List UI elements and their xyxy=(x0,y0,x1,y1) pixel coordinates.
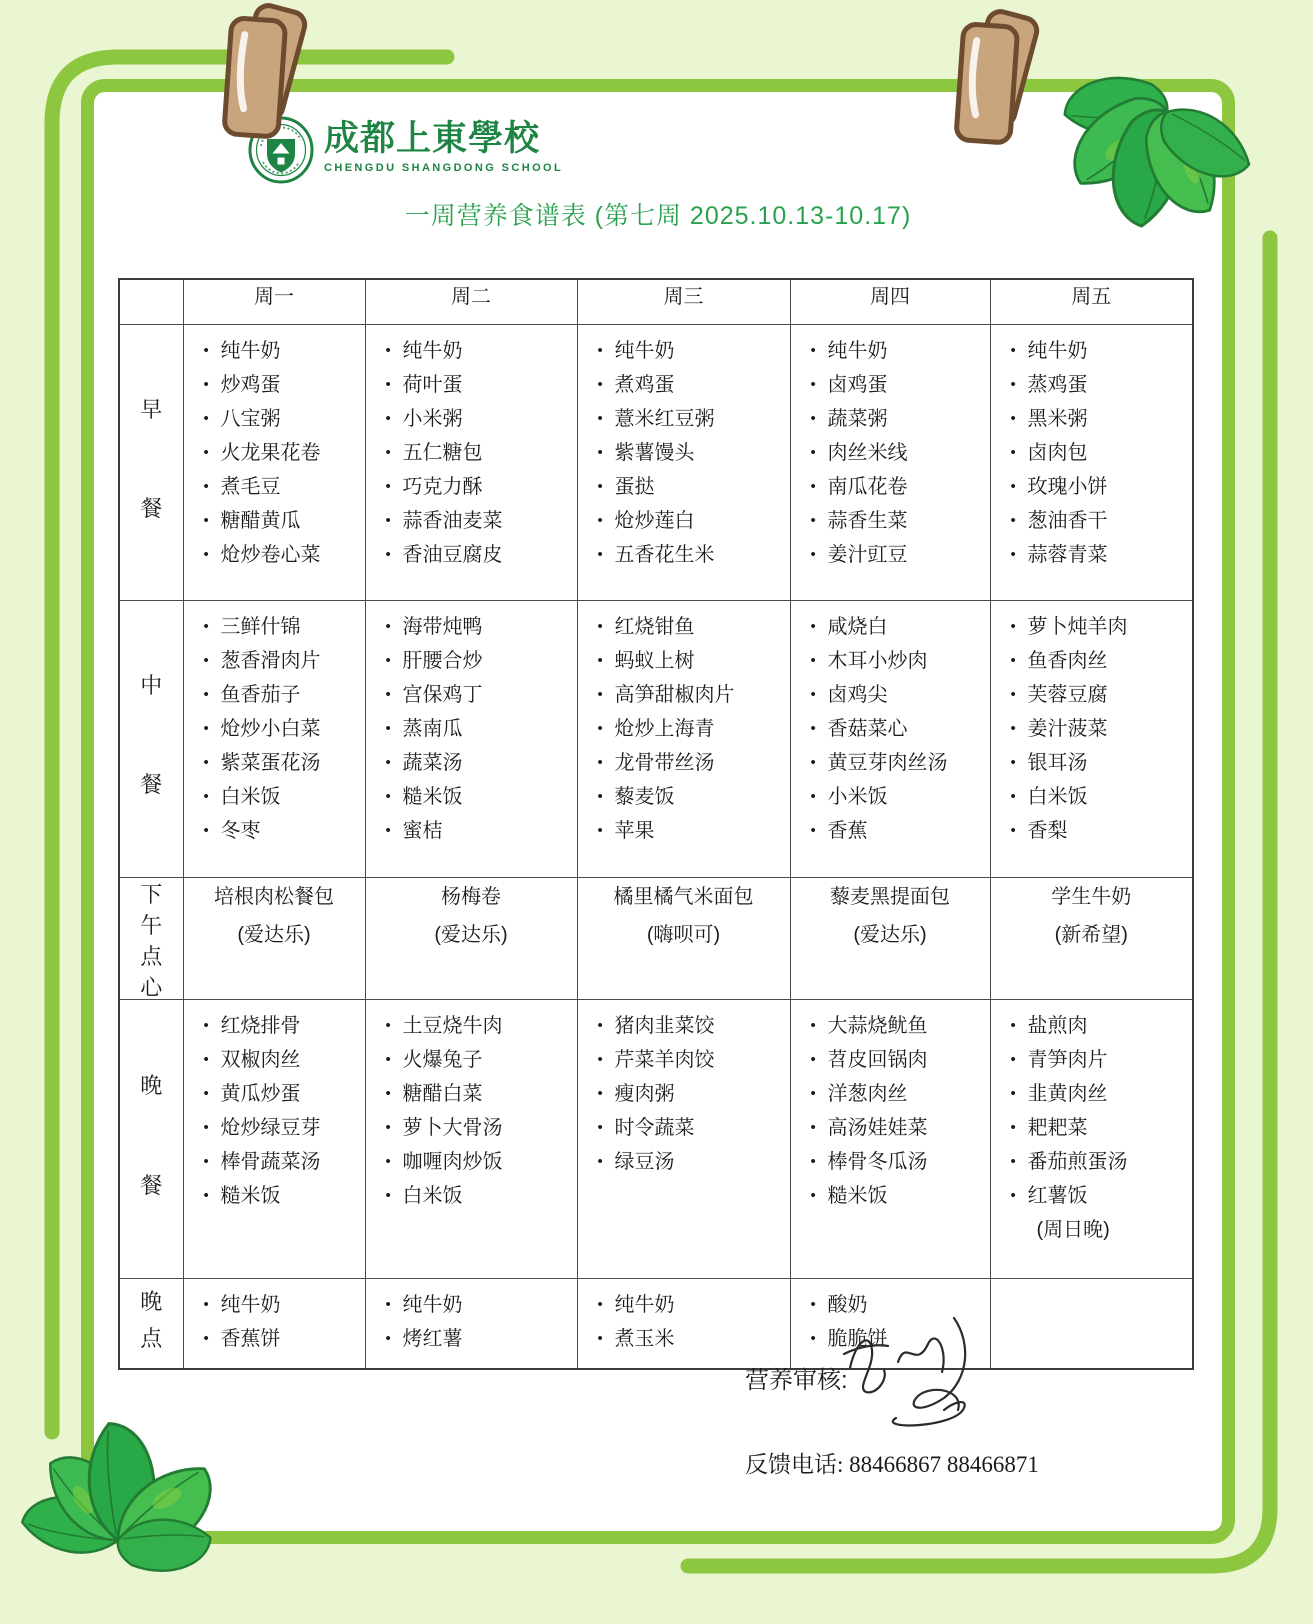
day-header-3: 周三 xyxy=(577,279,790,324)
menu-cell-r4c1: • 红烧排骨 • 双椒肉丝 • 黄瓜炒蛋 • 炝炒绿豆芽 • 棒骨蔬菜汤 • 糙米饭 xyxy=(183,999,365,1278)
paper-clip-icon xyxy=(940,6,1050,156)
menu-cell-r5c3: • 纯牛奶 • 煮玉米 xyxy=(577,1278,790,1369)
day-header-1: 周一 xyxy=(183,279,365,324)
menu-cell-r5c1: • 纯牛奶 • 香蕉饼 xyxy=(183,1278,365,1369)
menu-cell-r2c2: • 海带炖鸭 • 肝腰合炒 • 宫保鸡丁 • 蒸南瓜 • 蔬菜汤 • 糙米饭 • 蜜桔 xyxy=(365,600,577,877)
menu-cell-r3c1: 培根肉松餐包 (爱达乐) xyxy=(183,877,365,999)
menu-cell-r2c3: • 红烧钳鱼 • 蚂蚁上树 • 高笋甜椒肉片 • 炝炒上海青 • 龙骨带丝汤 • 藜麦饭 • 苹果 xyxy=(577,600,790,877)
day-header-5: 周五 xyxy=(990,279,1193,324)
menu-cell-r5c2: • 纯牛奶 • 烤红薯 xyxy=(365,1278,577,1369)
menu-cell-r1c3: • 纯牛奶 • 煮鸡蛋 • 薏米红豆粥 • 紫薯馒头 • 蛋挞 • 炝炒莲白 • 五香花生米 xyxy=(577,324,790,600)
menu-cell-r4c5: • 盐煎肉 • 青笋肉片 • 韭黄肉丝 • 耙耙菜 • 番茄煎蛋汤 • 红薯饭 (周日晚) xyxy=(990,999,1193,1278)
paper-clip-icon xyxy=(208,0,318,150)
menu-cell-r1c1: • 纯牛奶 • 炒鸡蛋 • 八宝粥 • 火龙果花卷 • 煮毛豆 • 糖醋黄瓜 • 炝炒卷心菜 xyxy=(183,324,365,600)
school-name-block xyxy=(324,116,563,174)
menu-cell-r4c3: • 猪肉韭菜饺 • 芹菜羊肉饺 • 瘦肉粥 • 时令蔬菜 • 绿豆汤 xyxy=(577,999,790,1278)
menu-cell-r5c4: • 酸奶 • 脆脆饼 xyxy=(790,1278,990,1369)
menu-cell-r3c2: 杨梅卷 (爱达乐) xyxy=(365,877,577,999)
day-header-2: 周二 xyxy=(365,279,577,324)
menu-cell-r1c2: • 纯牛奶 • 荷叶蛋 • 小米粥 • 五仁糖包 • 巧克力酥 • 蒜香油麦菜 • 香油豆腐皮 xyxy=(365,324,577,600)
row-label-5: 晚 点 xyxy=(119,1278,183,1369)
nutrition-review-label: 营养审核: xyxy=(745,1367,848,1394)
school-name: 成都上東學校 xyxy=(324,119,541,158)
signature-icon xyxy=(836,1310,1011,1432)
menu-table-body xyxy=(119,279,1193,1369)
menu-cell-r3c4: 藜麦黑提面包 (爱达乐) xyxy=(790,877,990,999)
menu-cell-r2c1: • 三鲜什锦 • 葱香滑肉片 • 鱼香茄子 • 炝炒小白菜 • 紫菜蛋花汤 • 白米饭 • 冬枣 xyxy=(183,600,365,877)
menu-cell-r5c5 xyxy=(990,1278,1193,1369)
row-label-1: 早 餐 xyxy=(119,324,183,600)
menu-cell-r2c5: • 萝卜炖羊肉 • 鱼香肉丝 • 芙蓉豆腐 • 姜汁菠菜 • 银耳汤 • 白米饭 • 香梨 xyxy=(990,600,1193,877)
table-corner-cell xyxy=(119,279,183,324)
menu-cell-r1c5: • 纯牛奶 • 蒸鸡蛋 • 黑米粥 • 卤肉包 • 玫瑰小饼 • 葱油香干 • 蒜蓉青菜 xyxy=(990,324,1193,600)
menu-cell-r1c4: • 纯牛奶 • 卤鸡蛋 • 蔬菜粥 • 肉丝米线 • 南瓜花卷 • 蒜香生菜 • 姜汁豇豆 xyxy=(790,324,990,600)
school-name-en: CHENGDU SHANGDONG SCHOOL xyxy=(324,162,564,174)
row-label-3: 下 午 点 心 xyxy=(119,877,183,999)
menu-cell-r2c4: • 咸烧白 • 木耳小炒肉 • 卤鸡尖 • 香菇菜心 • 黄豆芽肉丝汤 • 小米饭 • 香蕉 xyxy=(790,600,990,877)
feedback-phone-line xyxy=(745,1446,1039,1479)
menu-table xyxy=(118,278,1194,1370)
row-label-4: 晚 餐 xyxy=(119,999,183,1278)
menu-cell-r4c4: • 大蒜烧鱿鱼 • 苕皮回锅肉 • 洋葱肉丝 • 高汤娃娃菜 • 棒骨冬瓜汤 • 糙米饭 xyxy=(790,999,990,1278)
feedback-label: 反馈电话: xyxy=(745,1452,844,1477)
row-label-2: 中 餐 xyxy=(119,600,183,877)
menu-cell-r3c3: 橘里橘气米面包 (嗨呗可) xyxy=(577,877,790,999)
menu-cell-r4c2: • 土豆烧牛肉 • 火爆兔子 • 糖醋白菜 • 萝卜大骨汤 • 咖喱肉炒饭 • 白米饭 xyxy=(365,999,577,1278)
page-title: 一周营养食谱表 (第七周 2025.10.13-10.17) xyxy=(404,202,912,230)
menu-cell-r3c5: 学生牛奶 (新希望) xyxy=(990,877,1193,999)
day-header-4: 周四 xyxy=(790,279,990,324)
feedback-numbers: 88466867 88466871 xyxy=(849,1452,1039,1477)
